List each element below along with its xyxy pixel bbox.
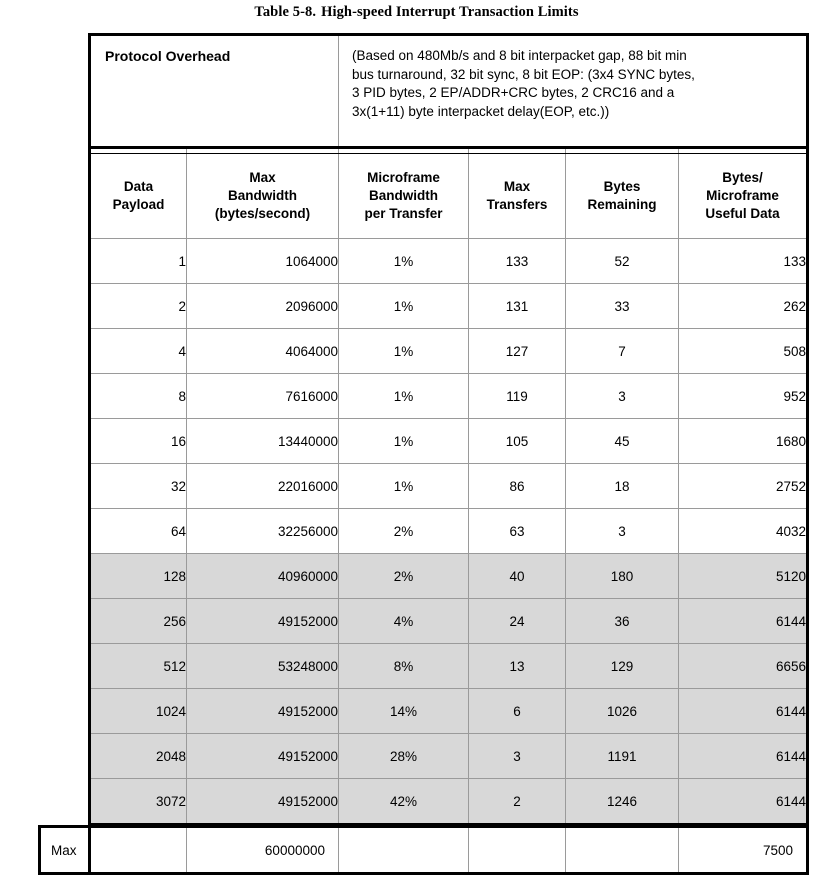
cell-microframe-bandwidth: 1%: [339, 329, 469, 374]
cell-max-transfers: 6: [469, 689, 566, 734]
cell-data-payload: 2048: [90, 734, 187, 779]
protocol-overhead-line-3: 3 PID bytes, 2 EP/ADDR+CRC bytes, 2 CRC16 and a: [352, 85, 675, 100]
header-line: Transfers: [486, 197, 548, 212]
header-line: Remaining: [587, 197, 657, 212]
cell-max-bandwidth: 13440000: [187, 419, 339, 464]
table-caption-title: High-speed Interrupt Transaction Limits: [321, 4, 579, 20]
cell-max-transfers: 127: [469, 329, 566, 374]
header-line: Bandwidth: [369, 188, 439, 203]
cell-data-payload: 32: [90, 464, 187, 509]
cell-max-transfers: 119: [469, 374, 566, 419]
cell-bytes-per-microframe: 2752: [679, 464, 808, 509]
header-line: Payload: [112, 197, 165, 212]
header-line: Useful Data: [705, 206, 780, 221]
header-line: Max: [503, 179, 531, 194]
protocol-overhead-line-4: 3x(1+11) byte interpacket delay(EOP, etc.)): [352, 103, 610, 119]
cell-data-payload: 1024: [90, 689, 187, 734]
cell-microframe-bandwidth: 1%: [339, 464, 469, 509]
cell-max-bandwidth: 1064000: [187, 239, 339, 284]
max-row-data-payload: [90, 827, 187, 874]
cell-bytes-remaining: 180: [566, 554, 679, 599]
header-line: Microframe: [706, 188, 779, 203]
table-caption-number: Table 5-8.: [254, 4, 317, 20]
max-row-bytes-remaining: [566, 827, 679, 874]
cell-bytes-remaining: 129: [566, 644, 679, 689]
cell-microframe-bandwidth: 2%: [339, 554, 469, 599]
cell-bytes-per-microframe: 5120: [679, 554, 808, 599]
cell-data-payload: 256: [90, 599, 187, 644]
cell-microframe-bandwidth: 2%: [339, 509, 469, 554]
cell-max-transfers: 3: [469, 734, 566, 779]
cell-max-transfers: 13: [469, 644, 566, 689]
cell-max-transfers: 24: [469, 599, 566, 644]
cell-max-bandwidth: 49152000: [187, 689, 339, 734]
cell-bytes-remaining: 36: [566, 599, 679, 644]
header-line: Max: [249, 170, 276, 185]
cell-microframe-bandwidth: 14%: [339, 689, 469, 734]
column-header-microframe-bandwidth: [339, 154, 469, 239]
cell-bytes-per-microframe: 952: [679, 374, 808, 419]
max-row-max-bandwidth: 60000000: [187, 827, 339, 874]
cell-data-payload: 64: [90, 509, 187, 554]
column-header-max-transfers: [469, 154, 566, 239]
protocol-overhead-line-1: (Based on 480Mb/s and 8 bit interpacket gap, 88 bit min: [352, 48, 687, 63]
cell-bytes-remaining: 3: [566, 509, 679, 554]
cell-bytes-per-microframe: 4032: [679, 509, 808, 554]
max-row-microframe-bandwidth: [339, 827, 469, 874]
table-row: [90, 329, 808, 374]
table-row: [90, 374, 808, 419]
cell-max-bandwidth: 4064000: [187, 329, 339, 374]
table-row: [90, 239, 808, 284]
cell-bytes-per-microframe: 6144: [679, 689, 808, 734]
table-row: [90, 689, 808, 734]
cell-bytes-remaining: 7: [566, 329, 679, 374]
cell-data-payload: 2: [90, 284, 187, 329]
table-row: [90, 419, 808, 464]
cell-max-bandwidth: 40960000: [187, 554, 339, 599]
max-row-label: Max: [40, 827, 90, 874]
header-line: Bytes: [603, 179, 641, 194]
column-header-max-bandwidth: [187, 154, 339, 239]
cell-data-payload: 8: [90, 374, 187, 419]
cell-max-bandwidth: 49152000: [187, 779, 339, 825]
cell-max-transfers: 2: [469, 779, 566, 825]
cell-max-transfers: 105: [469, 419, 566, 464]
cell-max-transfers: 63: [469, 509, 566, 554]
cell-bytes-remaining: 33: [566, 284, 679, 329]
cell-data-payload: 4: [90, 329, 187, 374]
cell-max-bandwidth: 22016000: [187, 464, 339, 509]
table-row: [90, 284, 808, 329]
header-line: per Transfer: [364, 206, 443, 221]
max-row-table: [38, 825, 809, 875]
header-line: (bytes/second): [214, 206, 311, 221]
protocol-overhead-text: [339, 35, 808, 148]
cell-bytes-per-microframe: 6144: [679, 734, 808, 779]
cell-bytes-per-microframe: 1680: [679, 419, 808, 464]
cell-microframe-bandwidth: 8%: [339, 644, 469, 689]
cell-bytes-per-microframe: 133: [679, 239, 808, 284]
header-line: Bytes/: [722, 170, 763, 185]
cell-data-payload: 1: [90, 239, 187, 284]
cell-microframe-bandwidth: 28%: [339, 734, 469, 779]
cell-bytes-remaining: 18: [566, 464, 679, 509]
cell-max-transfers: 86: [469, 464, 566, 509]
cell-max-bandwidth: 49152000: [187, 734, 339, 779]
cell-max-transfers: 131: [469, 284, 566, 329]
interrupt-transaction-limits-table: [88, 33, 809, 826]
cell-microframe-bandwidth: 1%: [339, 374, 469, 419]
cell-bytes-remaining: 1026: [566, 689, 679, 734]
column-header-data-payload: [90, 154, 187, 239]
table-row: [90, 464, 808, 509]
table-row: [90, 779, 808, 825]
header-line: Bandwidth: [228, 188, 297, 203]
cell-max-bandwidth: 49152000: [187, 599, 339, 644]
cell-data-payload: 16: [90, 419, 187, 464]
table-row: [90, 734, 808, 779]
header-line: Data: [123, 179, 154, 194]
cell-bytes-remaining: 45: [566, 419, 679, 464]
protocol-overhead-row: [90, 35, 808, 148]
cell-bytes-remaining: 1246: [566, 779, 679, 825]
table-row: [90, 509, 808, 554]
cell-bytes-remaining: 52: [566, 239, 679, 284]
max-row: [40, 827, 808, 874]
max-row-bytes-per-microframe: 7500: [679, 827, 808, 874]
cell-microframe-bandwidth: 42%: [339, 779, 469, 825]
protocol-overhead-label: Protocol Overhead: [90, 35, 339, 148]
table-body: [90, 35, 808, 825]
cell-microframe-bandwidth: 1%: [339, 284, 469, 329]
table-header-row: [90, 154, 808, 239]
cell-data-payload: 128: [90, 554, 187, 599]
cell-max-transfers: 133: [469, 239, 566, 284]
column-header-bytes-per-microframe: [679, 154, 808, 239]
table-caption: [0, 4, 833, 21]
column-header-bytes-remaining: [566, 154, 679, 239]
protocol-overhead-line-2: bus turnaround, 32 bit sync, 8 bit EOP: (3x4 SYNC bytes,: [352, 66, 695, 82]
cell-bytes-per-microframe: 6656: [679, 644, 808, 689]
table-row: [90, 599, 808, 644]
cell-microframe-bandwidth: 1%: [339, 419, 469, 464]
cell-max-bandwidth: 32256000: [187, 509, 339, 554]
table-row: [90, 644, 808, 689]
cell-max-transfers: 40: [469, 554, 566, 599]
header-line: Microframe: [367, 170, 440, 185]
table-row: [90, 554, 808, 599]
max-row-max-transfers: [469, 827, 566, 874]
cell-bytes-per-microframe: 262: [679, 284, 808, 329]
cell-bytes-per-microframe: 6144: [679, 779, 808, 825]
cell-bytes-remaining: 1191: [566, 734, 679, 779]
cell-max-bandwidth: 53248000: [187, 644, 339, 689]
cell-bytes-per-microframe: 6144: [679, 599, 808, 644]
cell-microframe-bandwidth: 4%: [339, 599, 469, 644]
cell-max-bandwidth: 2096000: [187, 284, 339, 329]
cell-bytes-per-microframe: 508: [679, 329, 808, 374]
cell-bytes-remaining: 3: [566, 374, 679, 419]
cell-microframe-bandwidth: 1%: [339, 239, 469, 284]
cell-data-payload: 3072: [90, 779, 187, 825]
cell-max-bandwidth: 7616000: [187, 374, 339, 419]
cell-data-payload: 512: [90, 644, 187, 689]
